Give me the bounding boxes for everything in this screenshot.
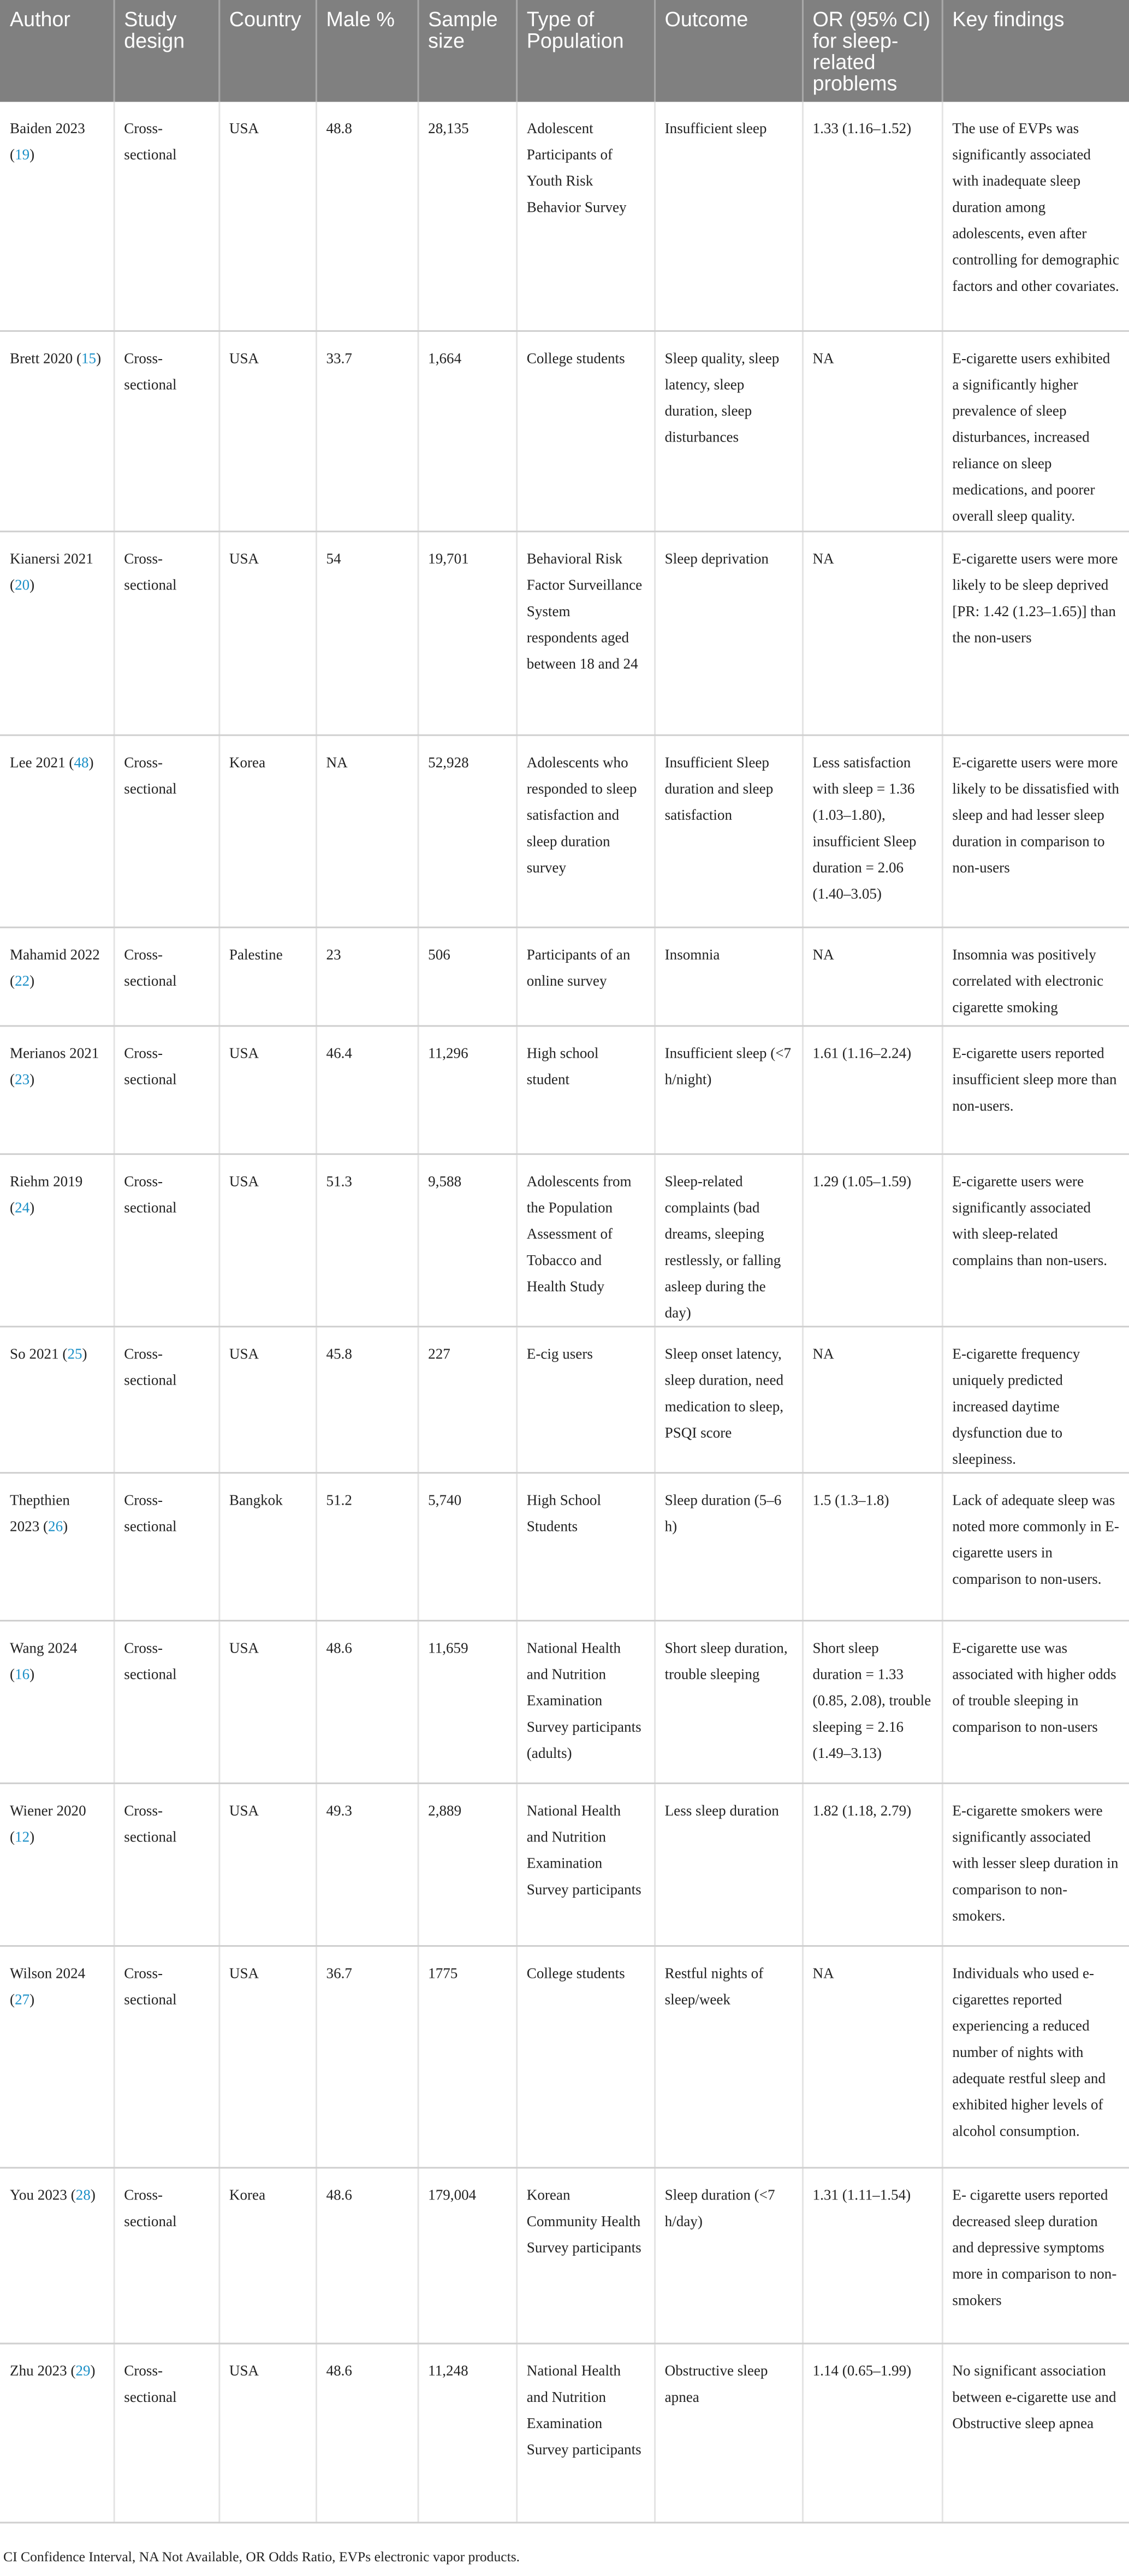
author-name: Kianersi 2021 bbox=[10, 549, 93, 567]
outcome-cell: Insufficient sleep bbox=[654, 102, 802, 330]
key-findings-cell: E-cigarette frequency uniquely predicted increased daytime dysfunction due to sleepiness. bbox=[942, 1326, 1129, 1472]
key-findings-cell: E-cigarette users reported insufficient sleep more than non-users. bbox=[942, 1025, 1129, 1153]
sample-size-cell: 19,701 bbox=[418, 530, 516, 734]
study-design-cell: Cross-sectional bbox=[114, 1945, 219, 2167]
author-cell: Mahamid 2022 (22) bbox=[0, 927, 114, 1025]
study-design-cell: Cross-sectional bbox=[114, 1472, 219, 1620]
table-row bbox=[0, 330, 1129, 530]
study-design-cell: Cross-sectional bbox=[114, 1782, 219, 1945]
population-cell: Behavioral Risk Factor Surveillance System respondents aged between 18 and 24 bbox=[516, 530, 654, 734]
country-cell: USA bbox=[218, 1945, 316, 2167]
male-percent-cell: 23 bbox=[316, 927, 418, 1025]
key-findings-cell: No significant association between e-cigarette use and Obstructive sleep apnea bbox=[942, 2343, 1129, 2522]
study-design-cell: Cross-sectional bbox=[114, 927, 219, 1025]
outcome-cell: Insufficient Sleep duration and sleep satisfaction bbox=[654, 735, 802, 927]
header-country: Country bbox=[218, 0, 316, 102]
odds-ratio-cell: 1.14 (0.65–1.99) bbox=[802, 2343, 942, 2522]
sample-size-cell: 11,296 bbox=[418, 1025, 516, 1153]
male-percent-cell: 48.8 bbox=[316, 102, 418, 330]
country-cell: USA bbox=[218, 102, 316, 330]
male-percent-cell: 48.6 bbox=[316, 2343, 418, 2522]
population-cell: Adolescent Participants of Youth Risk Behavior Survey bbox=[516, 102, 654, 330]
author-cell: Lee 2021 (48) bbox=[0, 735, 114, 927]
reference-link[interactable]: 29 bbox=[75, 2362, 91, 2378]
sample-size-cell: 5,740 bbox=[418, 1472, 516, 1620]
reference-link[interactable]: 12 bbox=[15, 1827, 30, 1844]
population-cell: Participants of an online survey bbox=[516, 927, 654, 1025]
study-design-cell: Cross-sectional bbox=[114, 1620, 219, 1782]
author-name: Thepthien 2023 bbox=[10, 1490, 70, 1534]
key-findings-cell: E-cigarette use was associated with higher odds of trouble sleeping in comparison to non-users bbox=[942, 1620, 1129, 1782]
author-name: Zhu 2023 bbox=[10, 2362, 67, 2378]
header-sample-size: Sample size bbox=[418, 0, 516, 102]
author-cell: Wiener 2020 (12) bbox=[0, 1782, 114, 1945]
key-findings-cell: E-cigarette smokers were significantly associated with lesser sleep duration in comparison to non-smokers. bbox=[942, 1782, 1129, 1945]
author-cell: Kianersi 2021 (20) bbox=[0, 530, 114, 734]
key-findings-cell: Individuals who used e-cigarettes reported experiencing a reduced number of nights with adequate restful sleep and exhibited higher levels of alcohol consumption. bbox=[942, 1945, 1129, 2167]
author-name: Riehm 2019 bbox=[10, 1172, 83, 1189]
population-cell: E-cig users bbox=[516, 1326, 654, 1472]
author-cell: You 2023 (28) bbox=[0, 2167, 114, 2342]
population-cell: Adolescents who responded to sleep satisfaction and sleep duration survey bbox=[516, 735, 654, 927]
study-design-cell: Cross-sectional bbox=[114, 330, 219, 530]
male-percent-cell: 33.7 bbox=[316, 330, 418, 530]
author-name: Lee 2021 bbox=[10, 753, 66, 770]
odds-ratio-cell: 1.61 (1.16–2.24) bbox=[802, 1025, 942, 1153]
reference-link[interactable]: 16 bbox=[15, 1665, 30, 1681]
country-cell: USA bbox=[218, 1326, 316, 1472]
male-percent-cell: 48.6 bbox=[316, 1620, 418, 1782]
table-row bbox=[0, 1025, 1129, 1153]
table-row bbox=[0, 2343, 1129, 2522]
sample-size-cell: 227 bbox=[418, 1326, 516, 1472]
reference-link[interactable]: 20 bbox=[15, 576, 30, 593]
header-row bbox=[0, 0, 1129, 102]
sample-size-cell: 2,889 bbox=[418, 1782, 516, 1945]
outcome-cell: Restful nights of sleep/week bbox=[654, 1945, 802, 2167]
country-cell: USA bbox=[218, 2343, 316, 2522]
population-cell: Adolescents from the Population Assessment of Tobacco and Health Study bbox=[516, 1153, 654, 1326]
population-cell: College students bbox=[516, 1945, 654, 2167]
reference-link[interactable]: 48 bbox=[74, 753, 89, 770]
author-name: Merianos 2021 bbox=[10, 1043, 99, 1061]
key-findings-cell: Lack of adequate sleep was noted more commonly in E-cigarette users in comparison to non-users. bbox=[942, 1472, 1129, 1620]
country-cell: Palestine bbox=[218, 927, 316, 1025]
table-footnote: CI Confidence Interval, NA Not Available, OR Odds Ratio, EVPs electronic vapor products. bbox=[3, 2548, 520, 2565]
table-row bbox=[0, 530, 1129, 734]
table-row bbox=[0, 1945, 1129, 2167]
author-name: Mahamid 2022 bbox=[10, 945, 100, 962]
header-odds-ratio: OR (95% CI) for sleep-related problems bbox=[802, 0, 942, 102]
study-design-cell: Cross-sectional bbox=[114, 1025, 219, 1153]
header-author: Author bbox=[0, 0, 114, 102]
author-cell: Brett 2020 (15) bbox=[0, 330, 114, 530]
outcome-cell: Short sleep duration, trouble sleeping bbox=[654, 1620, 802, 1782]
population-cell: College students bbox=[516, 330, 654, 530]
author-cell: Merianos 2021 (23) bbox=[0, 1025, 114, 1153]
male-percent-cell: 51.3 bbox=[316, 1153, 418, 1326]
study-design-cell: Cross-sectional bbox=[114, 530, 219, 734]
author-cell: Wang 2024 (16) bbox=[0, 1620, 114, 1782]
table-row bbox=[0, 1326, 1129, 1472]
header-key-findings: Key findings bbox=[942, 0, 1129, 102]
male-percent-cell: 54 bbox=[316, 530, 418, 734]
male-percent-cell: 48.6 bbox=[316, 2167, 418, 2342]
key-findings-cell: E-cigarette users exhibited a significantly higher prevalence of sleep disturbances, increased reliance on sleep medications, and poorer overall sleep quality. bbox=[942, 330, 1129, 530]
author-name: You 2023 bbox=[10, 2186, 67, 2203]
outcome-cell: Insufficient sleep (<7 h/night) bbox=[654, 1025, 802, 1153]
table-row bbox=[0, 102, 1129, 330]
author-name: Baiden 2023 bbox=[10, 120, 85, 136]
odds-ratio-cell: NA bbox=[802, 330, 942, 530]
reference-link[interactable]: 22 bbox=[15, 971, 30, 988]
author-name: Wang 2024 bbox=[10, 1638, 78, 1655]
odds-ratio-cell: 1.31 (1.11–1.54) bbox=[802, 2167, 942, 2342]
header-study-design: Study design bbox=[114, 0, 219, 102]
key-findings-cell: The use of EVPs was significantly associated with inadequate sleep duration among adolescents, even after controlling for demographic factors and other covariates. bbox=[942, 102, 1129, 330]
outcome-cell: Less sleep duration bbox=[654, 1782, 802, 1945]
outcome-cell: Obstructive sleep apnea bbox=[654, 2343, 802, 2522]
table-row bbox=[0, 1620, 1129, 1782]
reference-link[interactable]: 26 bbox=[48, 1517, 63, 1534]
country-cell: Bangkok bbox=[218, 1472, 316, 1620]
odds-ratio-cell: Less satisfaction with sleep = 1.36 (1.03–1.80), insufficient Sleep duration = 2.06 (1.40–3.05) bbox=[802, 735, 942, 927]
table-row bbox=[0, 735, 1129, 927]
reference-link[interactable]: 27 bbox=[15, 1990, 30, 2007]
country-cell: USA bbox=[218, 1782, 316, 1945]
odds-ratio-cell: NA bbox=[802, 530, 942, 734]
table-row bbox=[0, 1153, 1129, 1326]
country-cell: USA bbox=[218, 1620, 316, 1782]
study-design-cell: Cross-sectional bbox=[114, 735, 219, 927]
odds-ratio-cell: 1.33 (1.16–1.52) bbox=[802, 102, 942, 330]
country-cell: USA bbox=[218, 330, 316, 530]
sample-size-cell: 11,659 bbox=[418, 1620, 516, 1782]
male-percent-cell: 51.2 bbox=[316, 1472, 418, 1620]
sample-size-cell: 52,928 bbox=[418, 735, 516, 927]
population-cell: Korean Community Health Survey participants bbox=[516, 2167, 654, 2342]
key-findings-cell: E- cigarette users reported decreased sleep duration and depressive symptoms more in comparison to non-smokers bbox=[942, 2167, 1129, 2342]
sample-size-cell: 1,664 bbox=[418, 330, 516, 530]
sample-size-cell: 11,248 bbox=[418, 2343, 516, 2522]
author-name: So 2021 bbox=[10, 1344, 59, 1361]
key-findings-cell: E-cigarette users were significantly associated with sleep-related complains than non-users. bbox=[942, 1153, 1129, 1326]
odds-ratio-cell: 1.82 (1.18, 2.79) bbox=[802, 1782, 942, 1945]
author-name: Wiener 2020 bbox=[10, 1801, 86, 1818]
author-cell: Baiden 2023 (19) bbox=[0, 102, 114, 330]
outcome-cell: Sleep-related complaints (bad dreams, sleeping restlessly, or falling asleep during the day) bbox=[654, 1153, 802, 1326]
author-cell: So 2021 (25) bbox=[0, 1326, 114, 1472]
table-row bbox=[0, 2167, 1129, 2342]
table-row bbox=[0, 1782, 1129, 1945]
sample-size-cell: 506 bbox=[418, 927, 516, 1025]
author-name: Wilson 2024 bbox=[10, 1964, 86, 1981]
reference-link[interactable]: 25 bbox=[67, 1344, 82, 1361]
population-cell: National Health and Nutrition Examination Survey participants bbox=[516, 1782, 654, 1945]
study-design-cell: Cross-sectional bbox=[114, 1153, 219, 1326]
outcome-cell: Sleep onset latency, sleep duration, need medication to sleep, PSQI score bbox=[654, 1326, 802, 1472]
odds-ratio-cell: NA bbox=[802, 927, 942, 1025]
sample-size-cell: 28,135 bbox=[418, 102, 516, 330]
study-design-cell: Cross-sectional bbox=[114, 102, 219, 330]
key-findings-cell: E-cigarette users were more likely to be sleep deprived [PR: 1.42 (1.23–1.65)] than the non-users bbox=[942, 530, 1129, 734]
author-name: Brett 2020 bbox=[10, 349, 73, 366]
population-cell: High School Students bbox=[516, 1472, 654, 1620]
odds-ratio-cell: 1.29 (1.05–1.59) bbox=[802, 1153, 942, 1326]
sample-size-cell: 179,004 bbox=[418, 2167, 516, 2342]
author-cell: Thepthien 2023 (26) bbox=[0, 1472, 114, 1620]
odds-ratio-cell: Short sleep duration = 1.33 (0.85, 2.08), trouble sleeping = 2.16 (1.49–3.13) bbox=[802, 1620, 942, 1782]
header-outcome: Outcome bbox=[654, 0, 802, 102]
table-row bbox=[0, 927, 1129, 1025]
country-cell: USA bbox=[218, 530, 316, 734]
country-cell: USA bbox=[218, 1025, 316, 1153]
header-population: Type of Population bbox=[516, 0, 654, 102]
study-design-cell: Cross-sectional bbox=[114, 2167, 219, 2342]
country-cell: USA bbox=[218, 1153, 316, 1326]
sample-size-cell: 1775 bbox=[418, 1945, 516, 2167]
country-cell: Korea bbox=[218, 735, 316, 927]
sample-size-cell: 9,588 bbox=[418, 1153, 516, 1326]
author-cell: Riehm 2019 (24) bbox=[0, 1153, 114, 1326]
male-percent-cell: 46.4 bbox=[316, 1025, 418, 1153]
header-male-percent: Male % bbox=[316, 0, 418, 102]
odds-ratio-cell: NA bbox=[802, 1326, 942, 1472]
study-design-cell: Cross-sectional bbox=[114, 2343, 219, 2522]
population-cell: National Health and Nutrition Examination Survey participants bbox=[516, 2343, 654, 2522]
outcome-cell: Sleep duration (<7 h/day) bbox=[654, 2167, 802, 2342]
population-cell: High school student bbox=[516, 1025, 654, 1153]
country-cell: Korea bbox=[218, 2167, 316, 2342]
reference-link[interactable]: 24 bbox=[15, 1198, 30, 1215]
key-findings-cell: E-cigarette users were more likely to be dissatisfied with sleep and had lesser sleep duration in comparison to non-users bbox=[942, 735, 1129, 927]
outcome-cell: Insomnia bbox=[654, 927, 802, 1025]
male-percent-cell: 36.7 bbox=[316, 1945, 418, 2167]
reference-link[interactable]: 15 bbox=[81, 349, 97, 366]
male-percent-cell: 45.8 bbox=[316, 1326, 418, 1472]
outcome-cell: Sleep quality, sleep latency, sleep duration, sleep disturbances bbox=[654, 330, 802, 530]
author-cell: Zhu 2023 (29) bbox=[0, 2343, 114, 2522]
odds-ratio-cell: 1.5 (1.3–1.8) bbox=[802, 1472, 942, 1620]
key-findings-cell: Insomnia was positively correlated with electronic cigarette smoking bbox=[942, 927, 1129, 1025]
outcome-cell: Sleep deprivation bbox=[654, 530, 802, 734]
male-percent-cell: 49.3 bbox=[316, 1782, 418, 1945]
odds-ratio-cell: NA bbox=[802, 1945, 942, 2167]
outcome-cell: Sleep duration (5–6 h) bbox=[654, 1472, 802, 1620]
table-row bbox=[0, 1472, 1129, 1620]
study-design-cell: Cross-sectional bbox=[114, 1326, 219, 1472]
reference-link[interactable]: 28 bbox=[75, 2186, 91, 2203]
population-cell: National Health and Nutrition Examination Survey participants (adults) bbox=[516, 1620, 654, 1782]
reference-link[interactable]: 23 bbox=[15, 1070, 30, 1087]
male-percent-cell: NA bbox=[316, 735, 418, 927]
reference-link[interactable]: 19 bbox=[15, 146, 30, 163]
author-cell: Wilson 2024 (27) bbox=[0, 1945, 114, 2167]
